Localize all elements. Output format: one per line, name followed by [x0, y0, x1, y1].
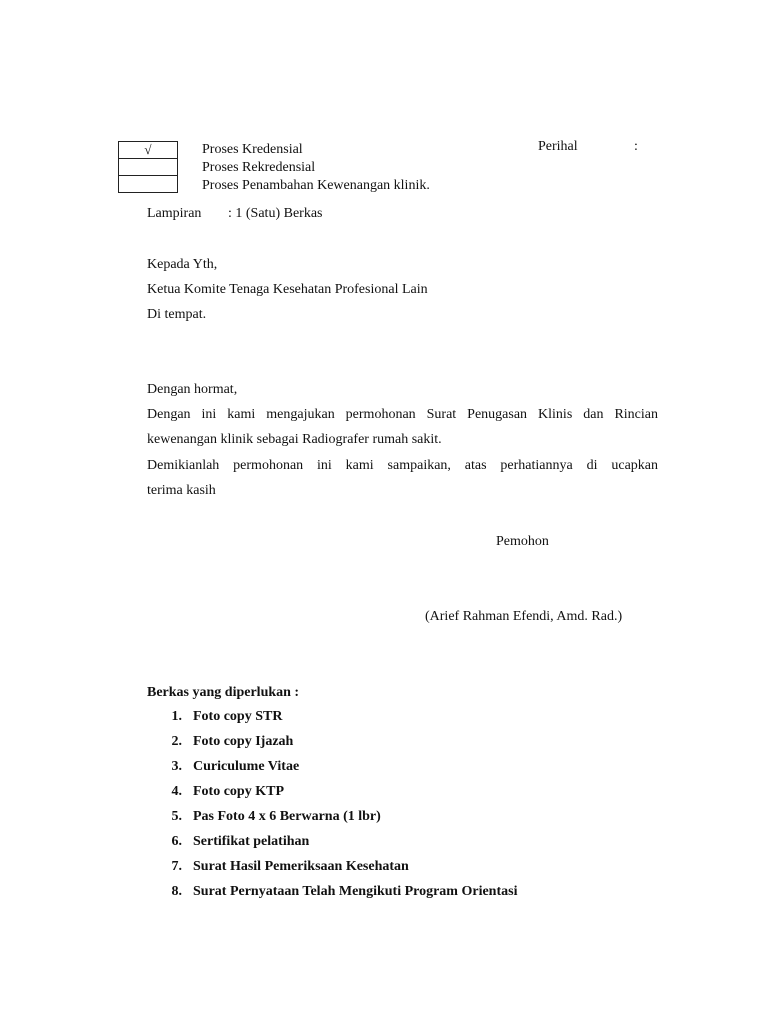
list-item: [160, 857, 517, 882]
signature-role: Pemohon: [496, 534, 549, 549]
list-item: [160, 882, 517, 907]
lampiran-value: : 1 (Satu) Berkas: [228, 206, 323, 221]
list-item-text: Curiculume Vitae: [193, 759, 300, 774]
list-item: [160, 732, 517, 757]
recipient-place: Di tempat.: [147, 307, 207, 322]
recipient-greeting: Kepada Yth,: [147, 257, 218, 272]
checkbox-rekredensial[interactable]: [119, 159, 178, 176]
list-item-number: 8.: [171, 884, 182, 899]
list-item-text: Foto copy STR: [193, 709, 283, 724]
perihal-colon: :: [634, 139, 638, 154]
list-item-text: Surat Pernyataan Telah Mengikuti Program Orientasi: [193, 884, 518, 899]
list-item: [160, 757, 517, 782]
list-item-text: Sertifikat pelatihan: [193, 834, 310, 849]
list-item-number: 6.: [171, 834, 182, 849]
checkbox-penambahan-kewenangan[interactable]: [119, 176, 178, 193]
lampiran-label: Lampiran: [147, 206, 202, 221]
list-item-number: 5.: [171, 809, 182, 824]
list-item-number: 4.: [171, 784, 182, 799]
process-option-list: [202, 141, 430, 195]
list-item-number: 3.: [171, 759, 182, 774]
requirements-list: [160, 707, 517, 907]
list-item-text: Foto copy Ijazah: [193, 734, 294, 749]
checkbox-kredensial[interactable]: √: [119, 142, 178, 159]
list-item-text: Pas Foto 4 x 6 Berwarna (1 lbr): [193, 809, 381, 824]
paragraph-1-line-1: Dengan ini kami mengajukan permohonan Surat Penugasan Klinis dan Rincian: [147, 407, 658, 422]
list-item: [160, 832, 517, 857]
process-checkbox-table: [118, 141, 178, 193]
list-item: [160, 707, 517, 732]
signature-name: (Arief Rahman Efendi, Amd. Rad.): [425, 609, 623, 624]
list-item-number: 7.: [171, 859, 182, 874]
list-item-text: Surat Hasil Pemeriksaan Kesehatan: [193, 859, 409, 874]
list-item: [160, 782, 517, 807]
process-option-kredensial: Proses Kredensial: [202, 142, 303, 157]
requirements-heading: Berkas yang diperlukan :: [147, 685, 300, 700]
salutation: Dengan hormat,: [147, 382, 238, 397]
list-item-number: 1.: [171, 709, 182, 724]
recipient-name: Ketua Komite Tenaga Kesehatan Profesional Lain: [147, 282, 428, 297]
list-item-text: Foto copy KTP: [193, 784, 284, 799]
paragraph-2-line-1: Demikianlah permohonan ini kami sampaikan, atas perhatiannya di ucapkan: [147, 458, 658, 473]
perihal-label: Perihal: [538, 139, 578, 154]
paragraph-2-line-2: terima kasih: [147, 483, 216, 498]
process-option-rekredensial: Proses Rekredensial: [202, 160, 316, 175]
paragraph-1-line-2: kewenangan klinik sebagai Radiografer rumah sakit.: [147, 432, 442, 447]
list-item-number: 2.: [171, 734, 182, 749]
process-option-penambahan-kewenangan: Proses Penambahan Kewenangan klinik.: [202, 178, 430, 193]
list-item: [160, 807, 517, 832]
